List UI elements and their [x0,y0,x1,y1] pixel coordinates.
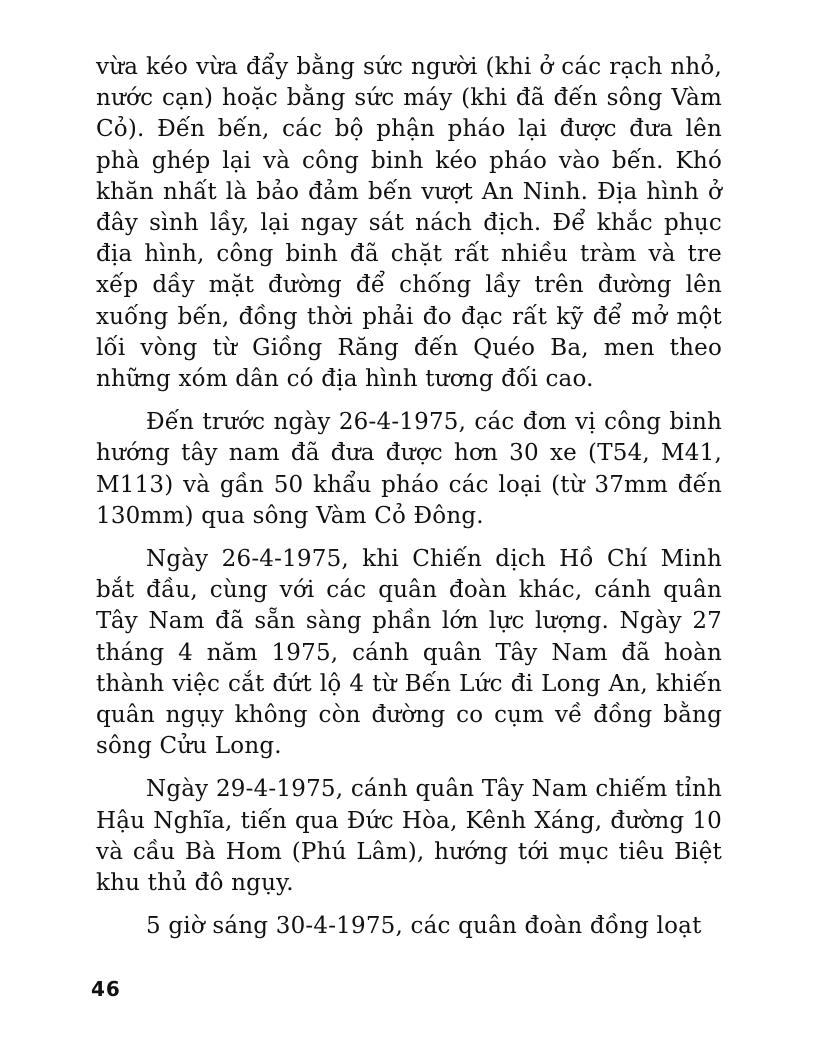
paragraph-5: 5 giờ sáng 30-4-1975, các quân đoàn đồng loạt [146,913,702,940]
body-text [96,52,722,954]
paragraph-4: Ngày 29-4-1975, cánh quân Tây Nam chiếm tỉnh Hậu Nghĩa, tiến qua Đức Hòa, Kênh Xáng, đường 10 và cầu Bà Hom (Phú Lâm), hướng tới mục tiêu Biệt khu thủ đô ngụy. [96,776,722,897]
paragraph-1: vừa kéo vừa đẩy bằng sức người (khi ở các rạch nhỏ, nước cạn) hoặc bằng sức máy (khi đã đến sông Vàm Cỏ). Đến bến, các bộ phận pháo lại được đưa lên phà ghép lại và công binh kéo pháo vào bến. Khó khăn nhất là bảo đảm bến vượt An Ninh. Địa hình ở đây sình lầy, lại ngay sát nách địch. Để khắc phục địa hình, công binh đã chặt rất nhiều tràm và tre xếp dầy mặt đường để chống lầy trên đường lên xuống bến, đồng thời phải đo đạc rất kỹ để mở một lối vòng từ Giồng Răng đến Quéo Ba, men theo những xóm dân có địa hình tương đối cao. [96,54,722,393]
paragraph-3: Ngày 26-4-1975, khi Chiến dịch Hồ Chí Minh bắt đầu, cùng với các quân đoàn khác, cánh quân Tây Nam đã sẵn sàng phần lớn lực lượng. Ngày 27 tháng 4 năm 1975, cánh quân Tây Nam đã hoàn thành việc cắt đứt lộ 4 từ Bến Lức đi Long An, khiến quân ngụy không còn đường co cụm về đồng bằng sông Cửu Long. [96,546,722,760]
page-number: 46 [91,977,121,1001]
paragraph-2: Đến trước ngày 26-4-1975, các đơn vị công binh hướng tây nam đã đưa được hơn 30 xe (T54, M41, M113) và gần 50 khẩu pháo các loại (từ 37mm đến 130mm) qua sông Vàm Cỏ Đông. [96,409,722,529]
